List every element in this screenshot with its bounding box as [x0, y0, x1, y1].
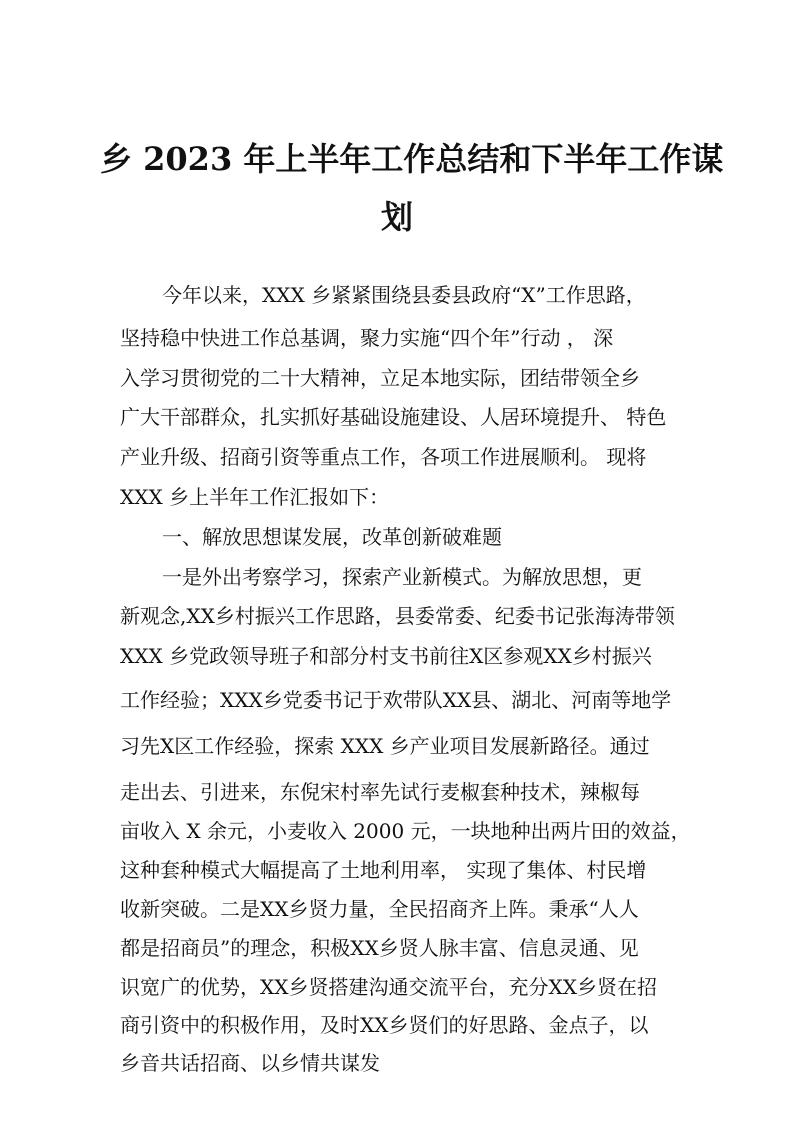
paragraph-line: 产业升级、招商引资等重点工作，各项工作进展顺利。 现将 — [120, 445, 647, 469]
paragraph-line: 习先X区工作经验，探索 XXX 乡产业项目发展新路径。通过 — [120, 734, 650, 758]
paragraph-line: 广大干部群众，扎实抓好基础设施建设、人居环境提升、 特色 — [120, 405, 667, 429]
paragraph-line: 都是招商员”的理念，积极XX乡贤人脉丰富、信息灵通、见 — [120, 936, 639, 960]
section-heading: 一、解放思想谋发展，改革创新破难题 — [162, 525, 502, 549]
paragraph-line: 坚持稳中快进工作总基调，聚力实施“四个年”行动 ， 深 — [120, 326, 614, 350]
paragraph-line: 新观念,XX乡村振兴工作思路，县委常委、纪委书记张海涛带领 — [120, 604, 675, 628]
paragraph-line: 收新突破。二是XX乡贤力量，全民招商齐上阵。秉承“人人 — [120, 897, 639, 921]
document-title-line-2: 划 — [380, 198, 413, 236]
paragraph-line: XXX 乡上半年工作汇报如下： — [120, 485, 390, 509]
paragraph-line: 商引资中的积极作用，及时XX乡贤们的好思路、金点子，以 — [120, 1013, 649, 1037]
paragraph-line: 识宽广的优势，XX乡贤搭建沟通交流平台，充分XX乡贤在招 — [120, 975, 657, 999]
paragraph-line: 走出去、引进来，东倪宋村率先试行麦椒套种技术，辣椒每 — [120, 780, 640, 804]
paragraph-line: 今年以来，XXX 乡紧紧围绕县委县政府“X”工作思路， — [162, 283, 646, 307]
paragraph-line: XXX 乡党政领导班子和部分村支书前往X区参观XX乡村振兴 — [120, 644, 652, 668]
document-title-line-1: 乡 2023 年上半年工作总结和下半年工作谋 — [100, 140, 724, 178]
paragraph-line: 工作经验；XXX乡党委书记于欢带队XX县、湖北、河南等地学 — [120, 688, 672, 712]
paragraph-line: 乡音共话招商、以乡情共谋发 — [120, 1051, 380, 1075]
paragraph-line: 一是外出考察学习，探索产业新模式。为解放思想，更 — [162, 565, 642, 589]
paragraph-line: 亩收入 X 余元，小麦收入 2000 元，一块地种出两片田的效益， — [120, 819, 691, 843]
paragraph-line: 这种套种模式大幅提高了土地利用率， 实现了集体、村民增 — [120, 858, 647, 882]
paragraph-line: 入学习贯彻党的二十大精神，立足本地实际，团结带领全乡 — [120, 366, 640, 390]
